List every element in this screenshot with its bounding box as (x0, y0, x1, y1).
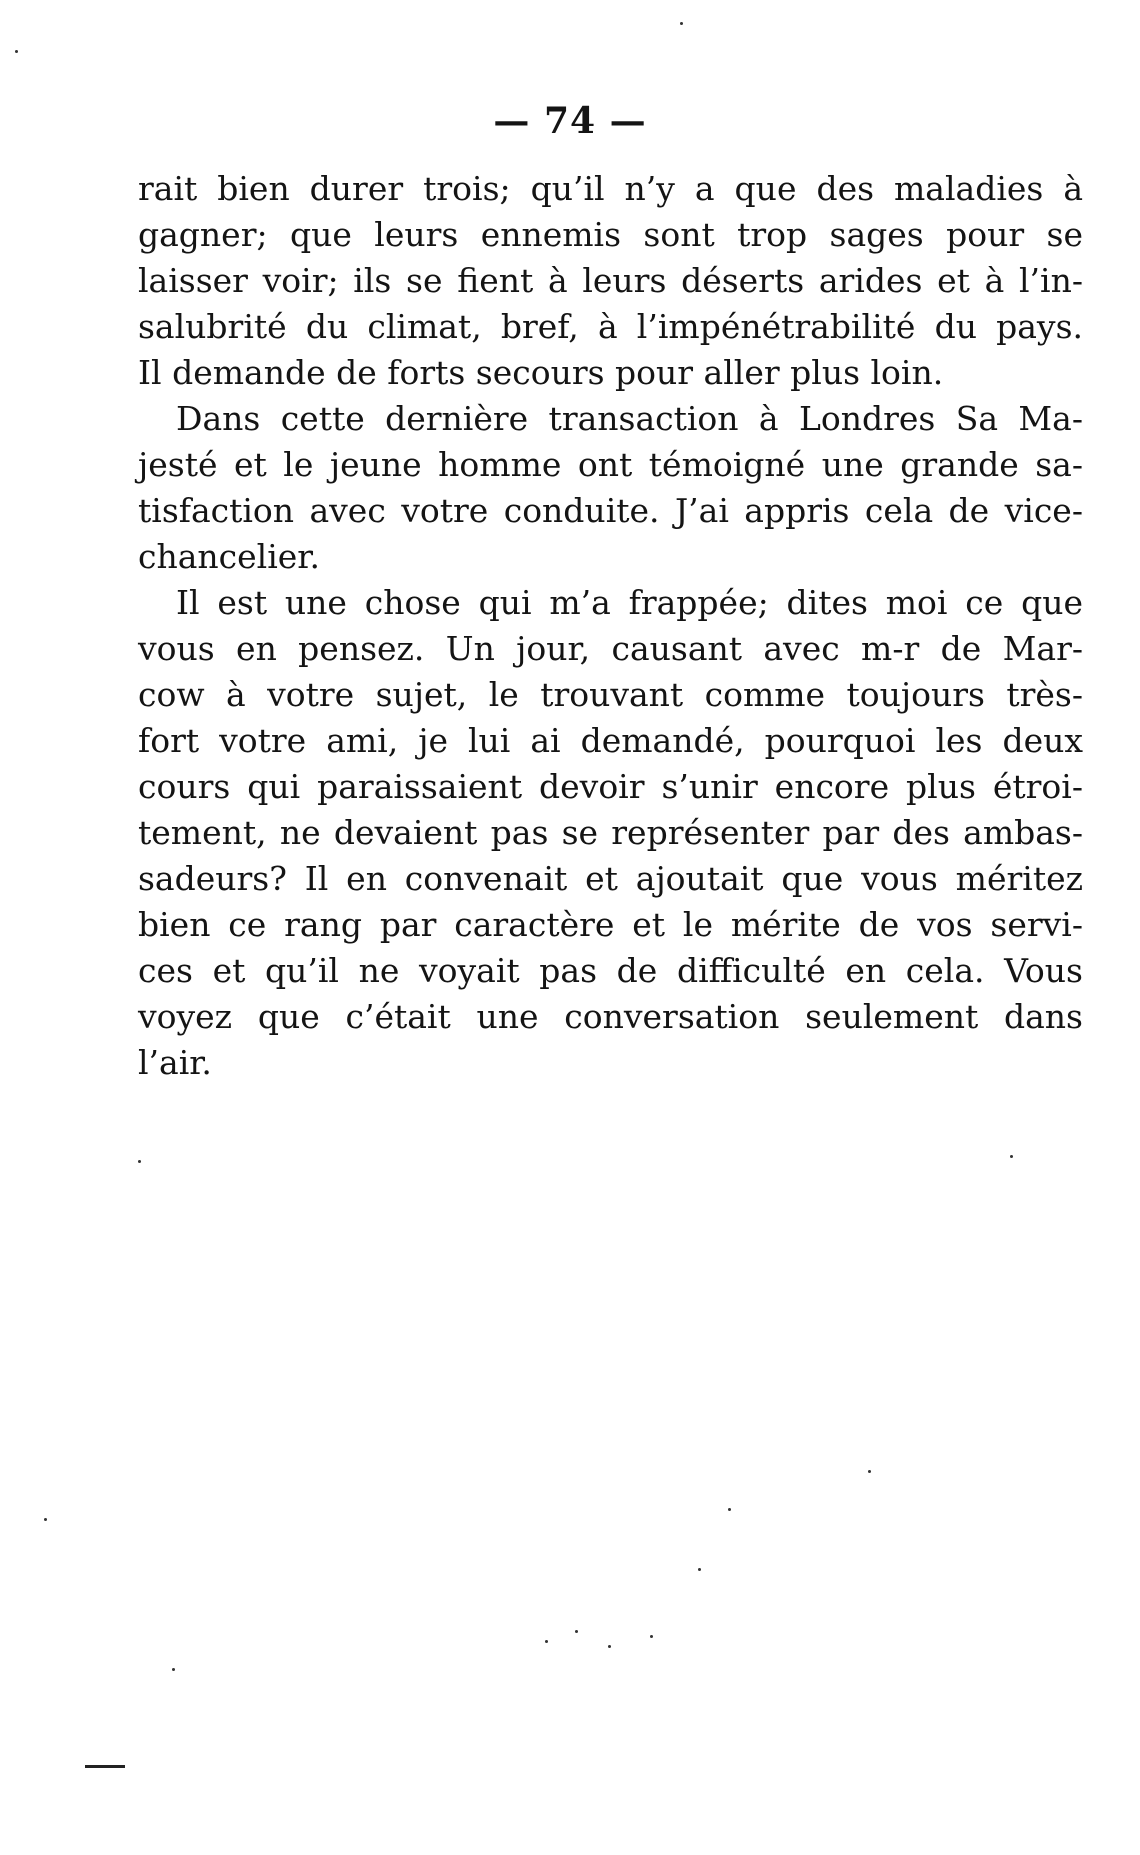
scan-speck (15, 50, 18, 53)
scan-speck (172, 1668, 175, 1671)
text-line: cours qui paraissaient devoir s’unir encore plus étroi- (138, 767, 1083, 806)
text-line: Dans cette dernière transaction à Londres Sa Ma- (176, 399, 1083, 438)
scan-speck (575, 1630, 578, 1633)
text-line: Il demande de forts secours pour aller plus loin. (138, 353, 944, 392)
text-line: cow à votre sujet, le trouvant comme toujours très- (138, 675, 1083, 714)
text-line: gagner; que leurs ennemis sont trop sages pour se (138, 215, 1083, 254)
text-line: ces et qu’il ne voyait pas de difficulté en cela. Vous (138, 951, 1083, 990)
margin-dash-mark (85, 1765, 125, 1768)
text-line: salubrité du climat, bref, à l’impénétrabilité du pays. (138, 307, 1083, 346)
text-line: bien ce rang par caractère et le mérite de vos servi- (138, 905, 1083, 944)
scan-speck (608, 1645, 611, 1648)
scan-speck (868, 1470, 871, 1473)
scan-speck (728, 1508, 731, 1511)
text-line: Il est une chose qui m’a frappée; dites moi ce que (176, 583, 1083, 622)
text-line: laisser voir; ils se fient à leurs déserts arides et à l’in- (138, 261, 1083, 300)
text-line: fort votre ami, je lui ai demandé, pourquoi les deux (138, 721, 1083, 760)
text-line: jesté et le jeune homme ont témoigné une grande sa- (138, 445, 1083, 484)
text-line: tement, ne devaient pas se représenter par des ambas- (138, 813, 1083, 852)
text-line: l’air. (138, 1043, 212, 1082)
scan-speck (1010, 1155, 1013, 1158)
text-line: vous en pensez. Un jour, causant avec m-r de Mar- (138, 629, 1083, 668)
body-text (138, 166, 1083, 1086)
scan-speck (138, 1160, 141, 1163)
text-line: voyez que c’était une conversation seulement dans (138, 997, 1083, 1036)
scan-speck (698, 1568, 701, 1571)
page-number: — 74 — (493, 100, 647, 142)
scan-speck (545, 1640, 548, 1643)
text-line: sadeurs? Il en convenait et ajoutait que vous méritez (138, 859, 1083, 898)
text-line: tisfaction avec votre conduite. J’ai appris cela de vice- (138, 491, 1083, 530)
scan-speck (650, 1635, 653, 1638)
scan-speck (680, 22, 683, 25)
text-line: rait bien durer trois; qu’il n’y a que des maladies à (138, 169, 1083, 208)
text-line: chancelier. (138, 537, 320, 576)
scan-speck (44, 1518, 47, 1521)
